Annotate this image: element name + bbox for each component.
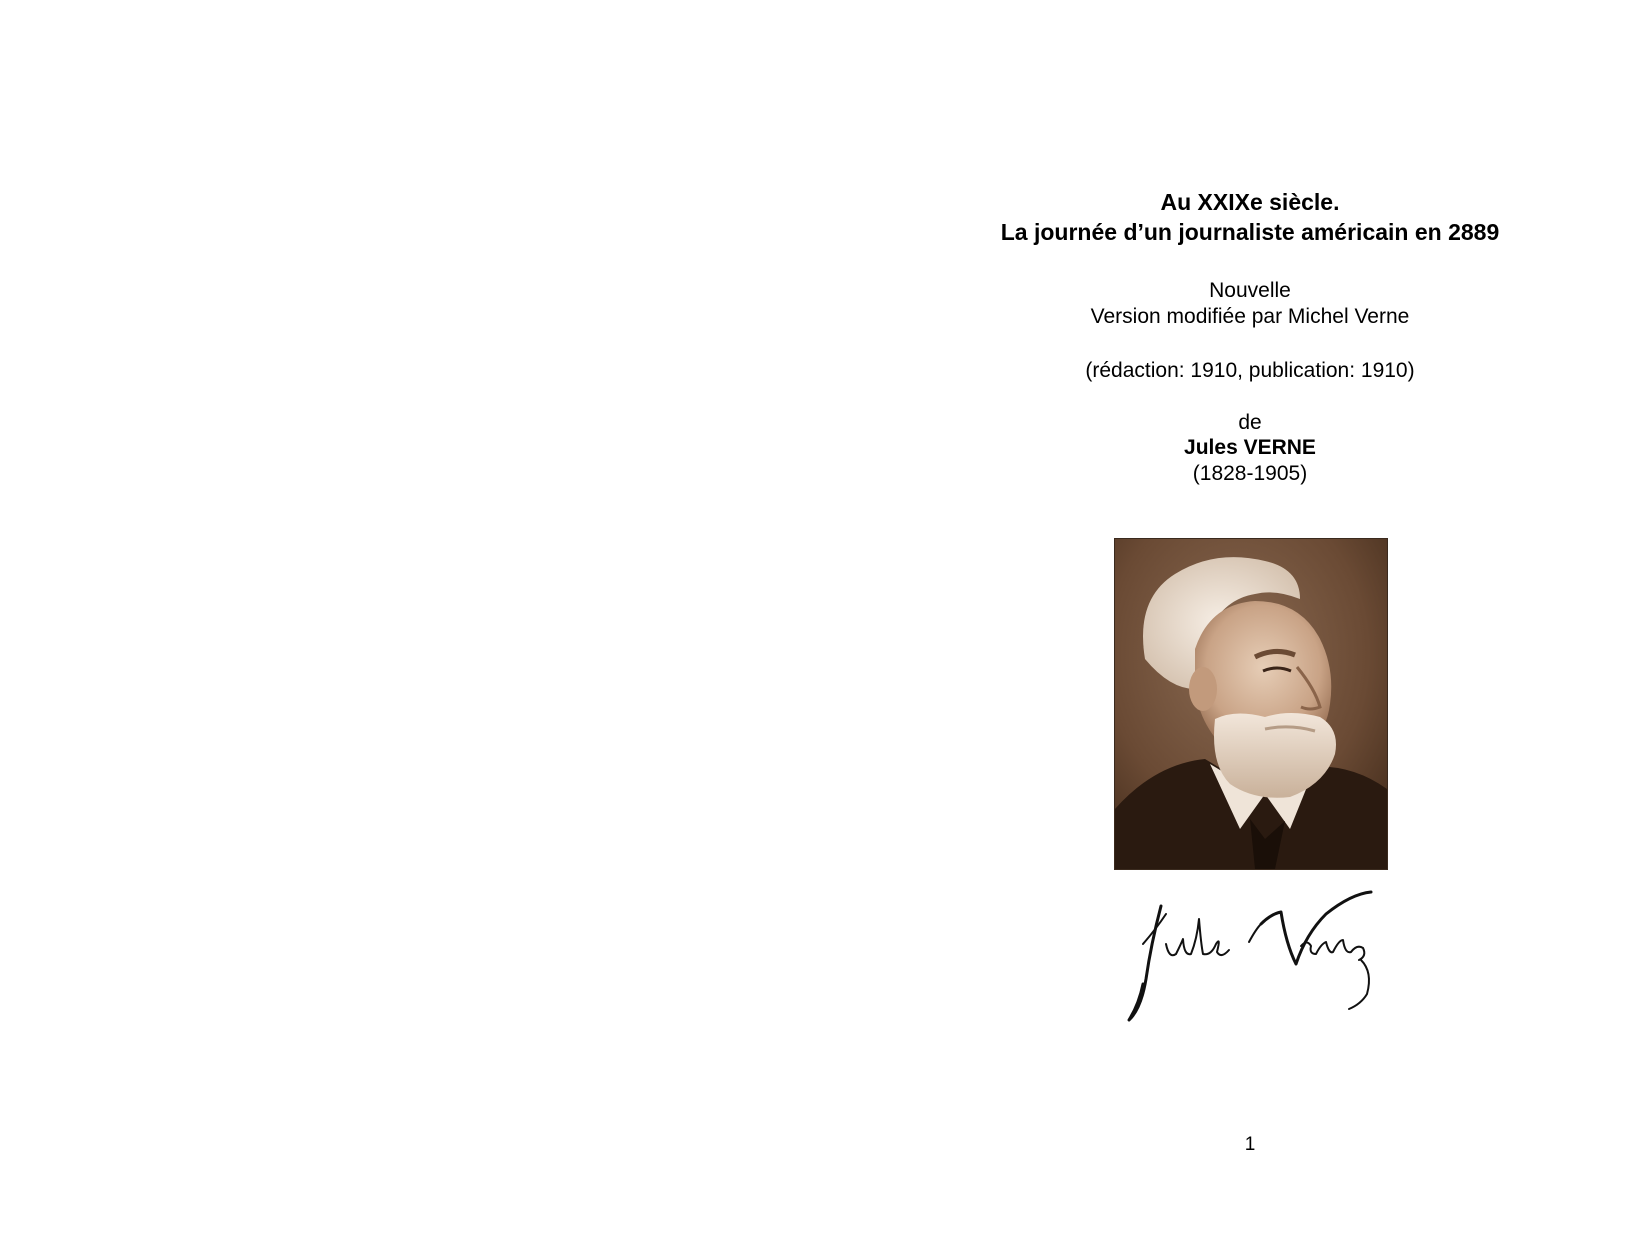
author-lifespan: (1828-1905) (1192, 462, 1308, 485)
page-number: 1 (1244, 1134, 1256, 1155)
composition-dates: (rédaction: 1910, publication: 1910) (1085, 359, 1415, 382)
title-line-1: Au XXIXe siècle. (1160, 189, 1340, 215)
author-name: Jules VERNE (1184, 436, 1316, 459)
version-note: Version modifiée par Michel Verne (1090, 305, 1410, 328)
author-signature (1121, 884, 1381, 1024)
by-label: de (1238, 411, 1262, 434)
title-line-2: La journée d’un journaliste américain en 2889 (1000, 219, 1500, 245)
author-portrait-drawing (1115, 539, 1387, 869)
author-portrait (1114, 538, 1388, 870)
signature-drawing (1121, 884, 1381, 1024)
title-page (825, 0, 1650, 1237)
genre-label: Nouvelle (1209, 279, 1291, 302)
